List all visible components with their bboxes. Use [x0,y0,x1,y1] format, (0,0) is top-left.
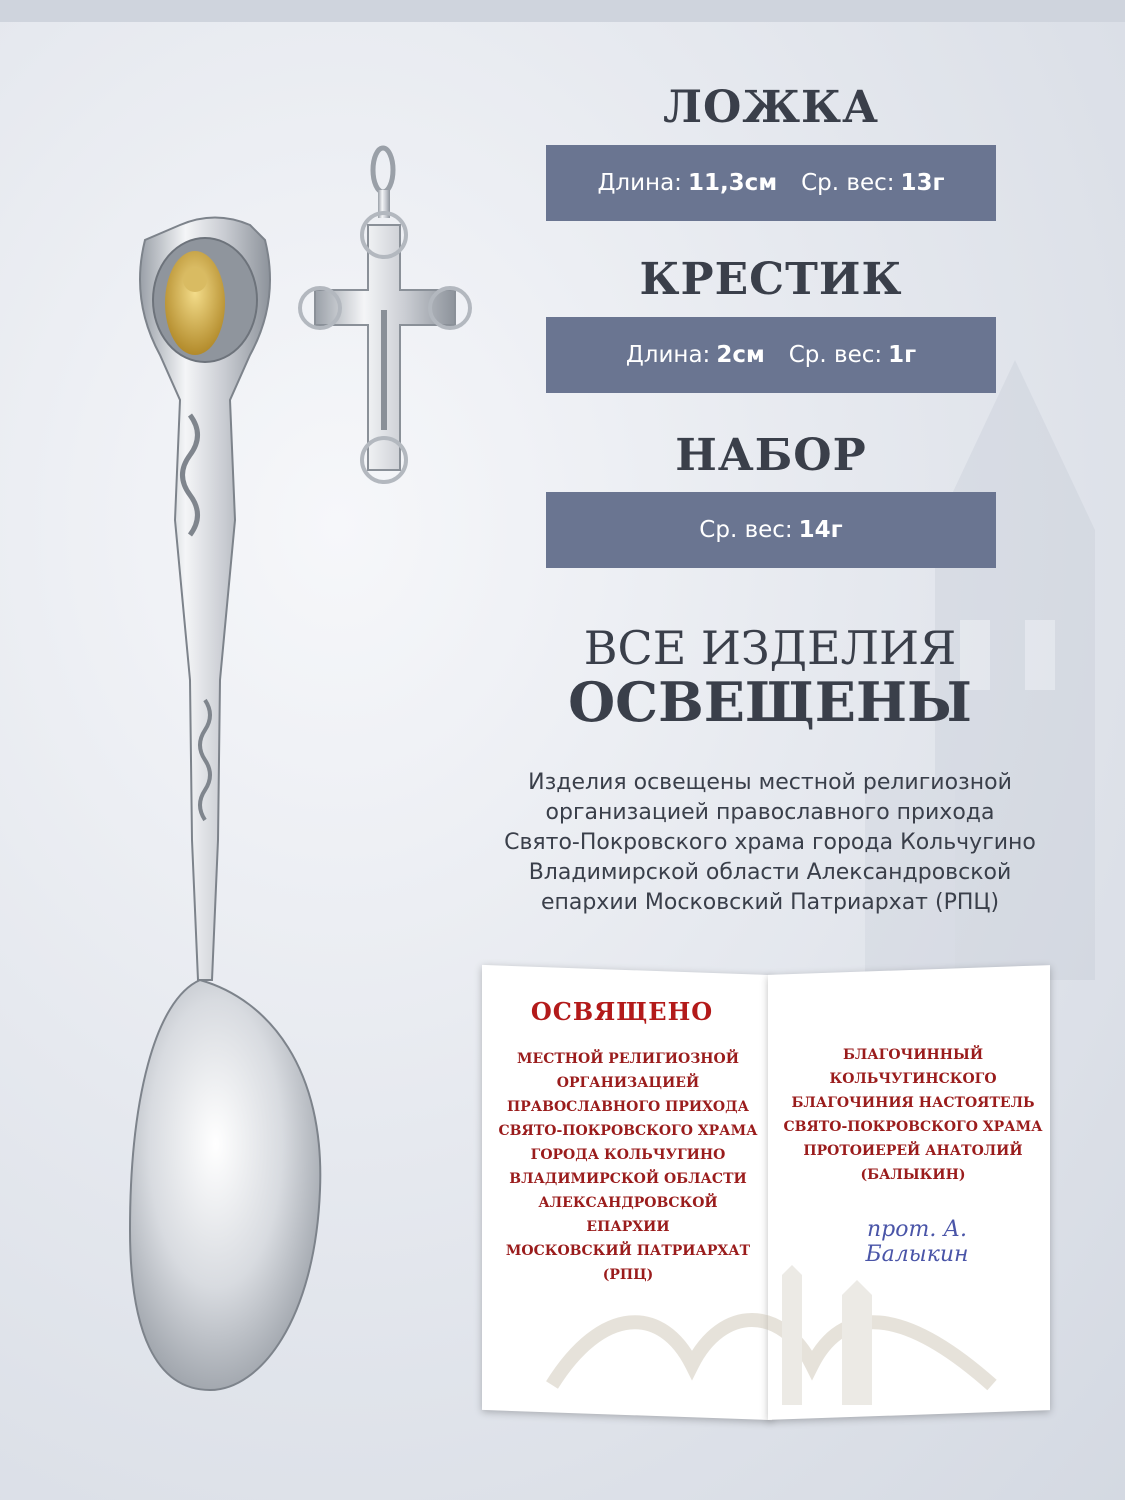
description-line: Изделия освещены местной религиозной [528,770,1012,795]
certificate-left-line: ГОРОДА КОЛЬЧУГИНО [530,1147,726,1163]
cross-title: КРЕСТИК [639,254,903,305]
certificate-left-line: СВЯТО-ПОКРОВСКОГО ХРАМА [498,1123,758,1139]
spoon-spec-box [546,145,996,221]
description [490,768,1050,918]
description-line: организацией православного прихода [545,800,995,825]
signature: прот. А. Балыкин [865,1217,969,1267]
headline-line2: ОСВЕЩЕНЫ [568,670,972,734]
headline-line1: ВСЕ ИЗДЕЛИЯ [583,621,957,675]
certificate-left-line: (РПЦ) [602,1267,654,1283]
certificate-left-line: МЕСТНОЙ РЕЛИГИОЗНОЙ [517,1051,739,1067]
certificate-left-line: АЛЕКСАНДРОВСКОЙ ЕПАРХИИ [538,1195,718,1235]
cross-weight-value: 1г [888,342,917,368]
cross-length-value: 2см [716,342,765,368]
spoon-weight-value: 13г [900,170,945,196]
spoon-illustration-icon [130,218,320,1391]
certificate-right-text [782,1043,1044,1187]
set-title: НАБОР [675,430,867,481]
cross-spec-box [546,317,996,393]
spoon-length-value: 11,3см [687,170,778,196]
set-weight-label: Ср. вес: [699,517,793,543]
certificate-left-text [498,1047,758,1287]
spoon-weight-label: Ср. вес: [801,170,895,196]
certificate-right-line: ПРОТОИЕРЕЙ АНАТОЛИЙ [803,1143,1023,1159]
set-weight-value: 14г [798,517,843,543]
certificate-right-line: СВЯТО-ПОКРОВСКОГО ХРАМА [783,1119,1043,1135]
certificate-right-line: БЛАГОЧИННЫЙ [842,1047,984,1063]
certificate-left-line: МОСКОВСКИЙ ПАТРИАРХАТ [505,1243,751,1259]
certificate [482,965,1057,1425]
description-line: Владимирской области Александровской [528,860,1012,885]
certificate-left-line: ПРАВОСЛАВНОГО ПРИХОДА [507,1099,749,1115]
cross-pendant-illustration-icon [300,148,470,482]
certificate-left-line: ОРГАНИЗАЦИЕЙ [556,1075,700,1091]
spoon-title: ЛОЖКА [663,82,879,133]
description-line: епархии Московский Патриархат (РПЦ) [540,890,1000,915]
cross-weight-label: Ср. вес: [788,342,883,368]
certificate-title: ОСВЯЩЕНО [530,997,714,1026]
certificate-left-line: ВЛАДИМИРСКОЙ ОБЛАСТИ [509,1171,747,1187]
ornament-icon [542,1265,1002,1415]
certificate-right-line: КОЛЬЧУГИНСКОГО [829,1071,997,1087]
top-band [0,0,1125,22]
certificate-right-line: (БАЛЫКИН) [860,1167,966,1183]
product-illustration [100,140,490,1420]
cross-length-label: Длина: [625,342,711,368]
set-spec-box [546,492,996,568]
description-line: Свято-Покровского храма города Кольчугино [504,830,1036,855]
spoon-length-label: Длина: [597,170,682,196]
certificate-right-line: БЛАГОЧИНИЯ НАСТОЯТЕЛЬ [791,1095,1035,1111]
